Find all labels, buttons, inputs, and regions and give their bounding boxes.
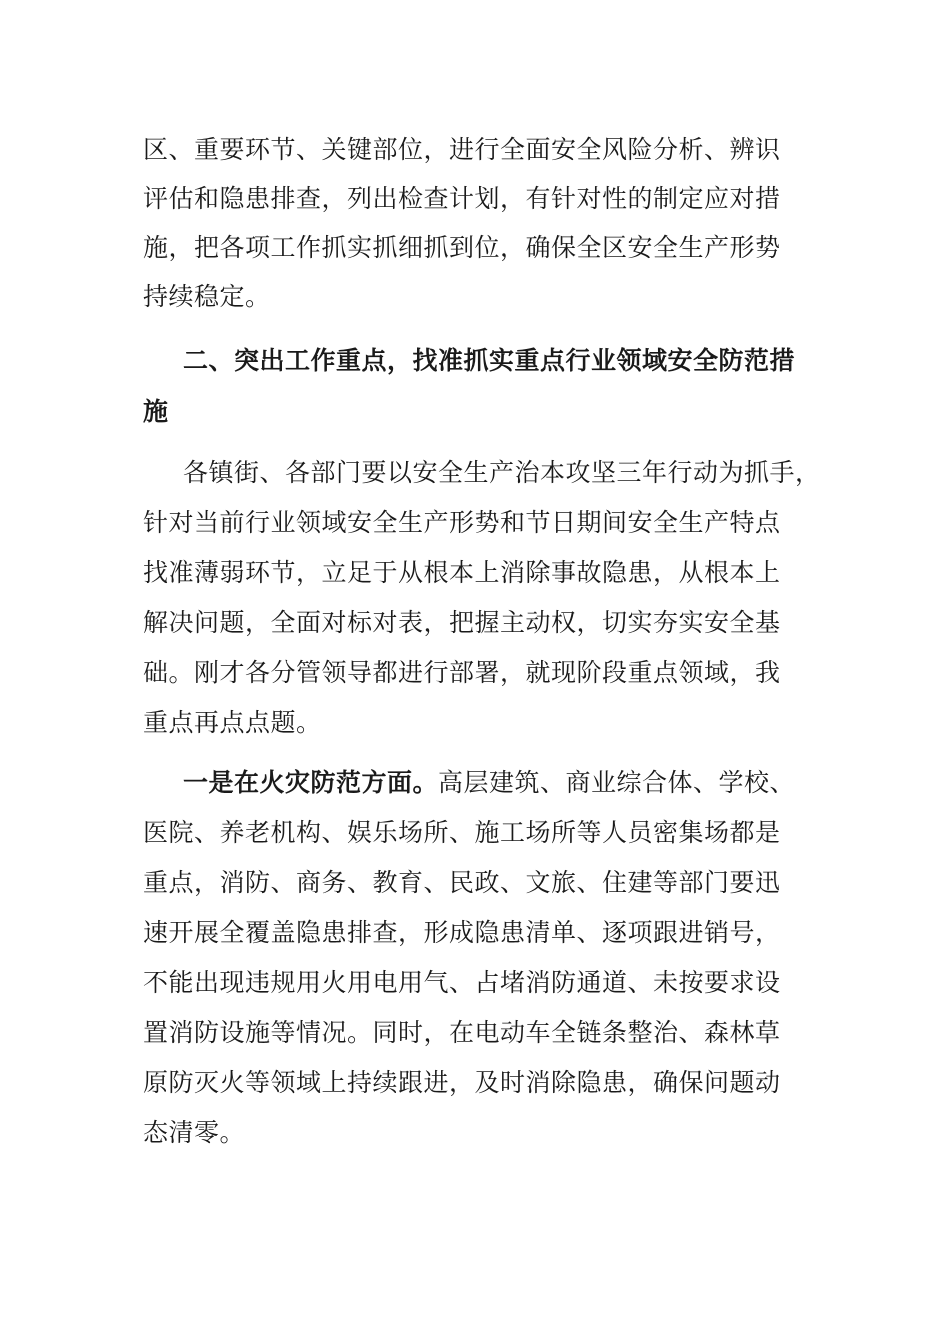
paragraph-line: 区、重要环节、关键部位，进行全面安全风险分析、辨识 <box>143 135 781 164</box>
paragraph-line: 础。刚才各分管领导都进行部署，就现阶段重点领域，我 <box>143 658 781 687</box>
paragraph-line: 医院、养老机构、娱乐场所、施工场所等人员密集场都是 <box>143 818 781 847</box>
paragraph-line: 原防灭火等领域上持续跟进，及时消除隐患，确保问题动 <box>143 1068 781 1097</box>
paragraph-line: 评估和隐患排查，列出检查计划，有针对性的制定应对措 <box>143 184 781 213</box>
heading-line: 施 <box>143 397 169 426</box>
paragraph-line: 重点，消防、商务、教育、民政、文旅、住建等部门要迅 <box>143 868 781 897</box>
paragraph-line: 不能出现违规用火用电用气、占堵消防通道、未按要求设 <box>143 968 781 997</box>
paragraph-line: 持续稳定。 <box>143 282 271 311</box>
paragraph-line: 找准薄弱环节，立足于从根本上消除事故隐患，从根本上 <box>143 558 781 587</box>
paragraph-line: 置消防设施等情况。同时，在电动车全链条整治、森林草 <box>143 1018 781 1047</box>
paragraph-line: 重点再点点题。 <box>143 708 322 737</box>
paragraph-line: 针对当前行业领域安全生产形势和节日期间安全生产特点 <box>143 508 781 537</box>
paragraph-line: 解决问题，全面对标对表，把握主动权，切实夯实安全基 <box>143 608 781 637</box>
heading-line: 二、突出工作重点，找准抓实重点行业领域安全防范措 <box>183 346 796 375</box>
paragraph-line: 速开展全覆盖隐患排查，形成隐患清单、逐项跟进销号， <box>143 918 781 947</box>
paragraph-first-line <box>183 763 795 803</box>
paragraph-lead-rest: 高层建筑、商业综合体、学校、 <box>438 768 796 797</box>
paragraph-lead-bold: 一是在火灾防范方面。 <box>183 768 439 797</box>
paragraph-line: 施，把各项工作抓实抓细抓到位，确保全区安全生产形势 <box>143 233 781 262</box>
paragraph-line: 各镇街、各部门要以安全生产治本攻坚三年行动为抓手， <box>183 458 821 487</box>
paragraph-line: 态清零。 <box>143 1118 246 1147</box>
